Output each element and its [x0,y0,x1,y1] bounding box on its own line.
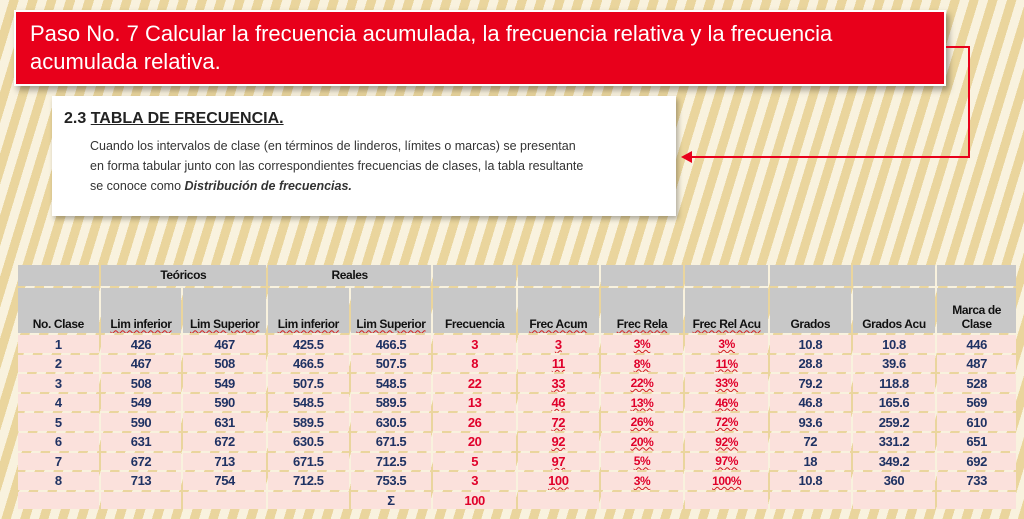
table-row [18,394,1016,412]
table-cell: 33% [685,374,768,392]
frequency-table [16,263,1018,511]
table-cell: 446 [937,335,1016,353]
header-cell [601,265,684,286]
table-cell: 3 [433,472,516,490]
table-cell: 3% [685,335,768,353]
step-banner [14,10,946,86]
column-header: Marca de Clase [937,288,1016,334]
column-header: No. Clase [18,288,99,334]
document-excerpt [52,96,676,216]
table-cell: 467 [101,355,182,373]
table-cell: 46% [685,394,768,412]
sum-symbol: Σ [351,492,432,509]
table-cell: 79.2 [770,374,851,392]
table-cell: 528 [937,374,1016,392]
table-cell: 426 [101,335,182,353]
table-cell: 672 [183,433,266,451]
table-cell: 8% [601,355,684,373]
column-header: Lim inferior [101,288,182,334]
table-cell: 360 [853,472,936,490]
table-cell: 590 [183,394,266,412]
table-cell [685,492,768,509]
table-cell: 3 [18,374,99,392]
table-row [18,472,1016,490]
table-cell: 26% [601,413,684,431]
group-header-reales: Reales [268,265,431,286]
group-header-row [18,265,1016,286]
table-cell: 3% [601,335,684,353]
table-cell: 671.5 [351,433,432,451]
table-cell: 692 [937,453,1016,471]
table-row [18,453,1016,471]
table-cell: 631 [183,413,266,431]
header-cell [518,265,599,286]
table-body [18,335,1016,489]
table-cell: 671.5 [268,453,349,471]
table-cell: 589.5 [351,394,432,412]
table-cell: 713 [183,453,266,471]
table-row [18,355,1016,373]
header-cell [937,265,1016,286]
connector-line-vertical [968,46,970,158]
table-cell: 549 [101,394,182,412]
total-row [18,492,1016,509]
table-cell: 753.5 [351,472,432,490]
column-header: Frec Acum [518,288,599,334]
table-cell: 507.5 [268,374,349,392]
section-paragraph [64,136,664,196]
table-cell: 22% [601,374,684,392]
step-banner-line2: acumulada relativa. [30,49,221,74]
table-cell: 93.6 [770,413,851,431]
table-cell: 467 [183,335,266,353]
column-header: Frecuencia [433,288,516,334]
table-cell: 3% [601,472,684,490]
header-cell [853,265,936,286]
table-cell: 92 [518,433,599,451]
paragraph-text: se conoce como [90,179,185,193]
table-row [18,335,1016,353]
table-cell: 4 [18,394,99,412]
table-row [18,413,1016,431]
table-cell: 165.6 [853,394,936,412]
table-cell: 28.8 [770,355,851,373]
column-header-row [18,288,1016,334]
paragraph-line: Cuando los intervalos de clase (en términos de linderos, límites o marcas) se presentan [90,139,576,153]
table-cell: 548.5 [351,374,432,392]
table-cell: 6 [18,433,99,451]
table-cell [853,492,936,509]
table-cell: 5 [18,413,99,431]
table-cell: 349.2 [853,453,936,471]
column-header: Lim Superior [351,288,432,334]
table-cell: 3 [433,335,516,353]
table-cell: 10.8 [853,335,936,353]
paragraph-line: en forma tabular junto con las correspondientes frecuencias de clases, la tabla resultante [90,159,584,173]
table-cell: 2 [18,355,99,373]
table-cell: 46.8 [770,394,851,412]
table-cell: 8 [18,472,99,490]
table-cell: 466.5 [351,335,432,353]
table-cell: 3 [518,335,599,353]
table-cell: 549 [183,374,266,392]
table-cell: 97 [518,453,599,471]
table-cell: 8 [433,355,516,373]
column-header: Grados [770,288,851,334]
table-cell: 733 [937,472,1016,490]
table-cell: 13 [433,394,516,412]
emphasis-term: Distribución de frecuencias. [184,179,352,193]
table-row [18,433,1016,451]
table-cell: 22 [433,374,516,392]
table-cell: 651 [937,433,1016,451]
table-cell: 508 [101,374,182,392]
table-cell: 569 [937,394,1016,412]
table-cell: 20 [433,433,516,451]
table-cell [770,492,851,509]
table-cell: 20% [601,433,684,451]
table-cell: 46 [518,394,599,412]
table-cell: 590 [101,413,182,431]
table-cell: 118.8 [853,374,936,392]
table-cell: 466.5 [268,355,349,373]
section-number: 2.3 [64,110,87,127]
table-cell: 507.5 [351,355,432,373]
table-cell: 5 [433,453,516,471]
table-cell: 100 [518,472,599,490]
column-header: Lim Superior [183,288,266,334]
table-cell: 72 [770,433,851,451]
table-cell: 92% [685,433,768,451]
group-header-teoricos: Teóricos [101,265,266,286]
table-cell: 13% [601,394,684,412]
table-cell: 487 [937,355,1016,373]
header-cell [433,265,516,286]
column-header: Grados Acu [853,288,936,334]
table-cell: 72 [518,413,599,431]
column-header: Lim inferior [268,288,349,334]
arrow-left-icon [681,151,692,163]
connector-line-top [946,46,970,48]
table-cell: 425.5 [268,335,349,353]
table-cell [601,492,684,509]
table-cell: 1 [18,335,99,353]
table-cell: 7 [18,453,99,471]
header-cell [770,265,851,286]
table-cell: 508 [183,355,266,373]
table-cell [937,492,1016,509]
table-cell: 712.5 [268,472,349,490]
table-cell: 630.5 [268,433,349,451]
total-frequency: 100 [433,492,516,509]
column-header: Frec Rel Acu [685,288,768,334]
step-banner-line1: Paso No. 7 Calcular la frecuencia acumulada, la frecuencia relativa y la frecuencia [30,21,833,46]
table-cell: 11 [518,355,599,373]
table-cell: 11% [685,355,768,373]
table-cell: 18 [770,453,851,471]
table-cell: 26 [433,413,516,431]
header-cell [685,265,768,286]
table-cell: 713 [101,472,182,490]
table-cell [101,492,182,509]
table-cell: 754 [183,472,266,490]
table-cell: 10.8 [770,335,851,353]
table-cell [18,492,99,509]
table-cell: 331.2 [853,433,936,451]
section-heading [64,110,664,128]
header-cell [18,265,99,286]
connector-line-bottom [690,156,970,158]
table-cell [268,492,349,509]
table-cell: 5% [601,453,684,471]
table-cell: 631 [101,433,182,451]
table-cell: 630.5 [351,413,432,431]
table-cell: 672 [101,453,182,471]
table-cell [518,492,599,509]
section-title: TABLA DE FRECUENCIA. [90,110,284,127]
table-cell: 10.8 [770,472,851,490]
table-cell: 610 [937,413,1016,431]
table-cell: 259.2 [853,413,936,431]
table-cell: 33 [518,374,599,392]
table-row [18,374,1016,392]
column-header: Frec Rela [601,288,684,334]
table-cell: 100% [685,472,768,490]
table-cell: 589.5 [268,413,349,431]
table-cell: 97% [685,453,768,471]
paragraph-line [90,176,664,196]
table-cell: 72% [685,413,768,431]
table-cell: 712.5 [351,453,432,471]
table-cell: 39.6 [853,355,936,373]
table-cell: 548.5 [268,394,349,412]
table-cell [183,492,266,509]
